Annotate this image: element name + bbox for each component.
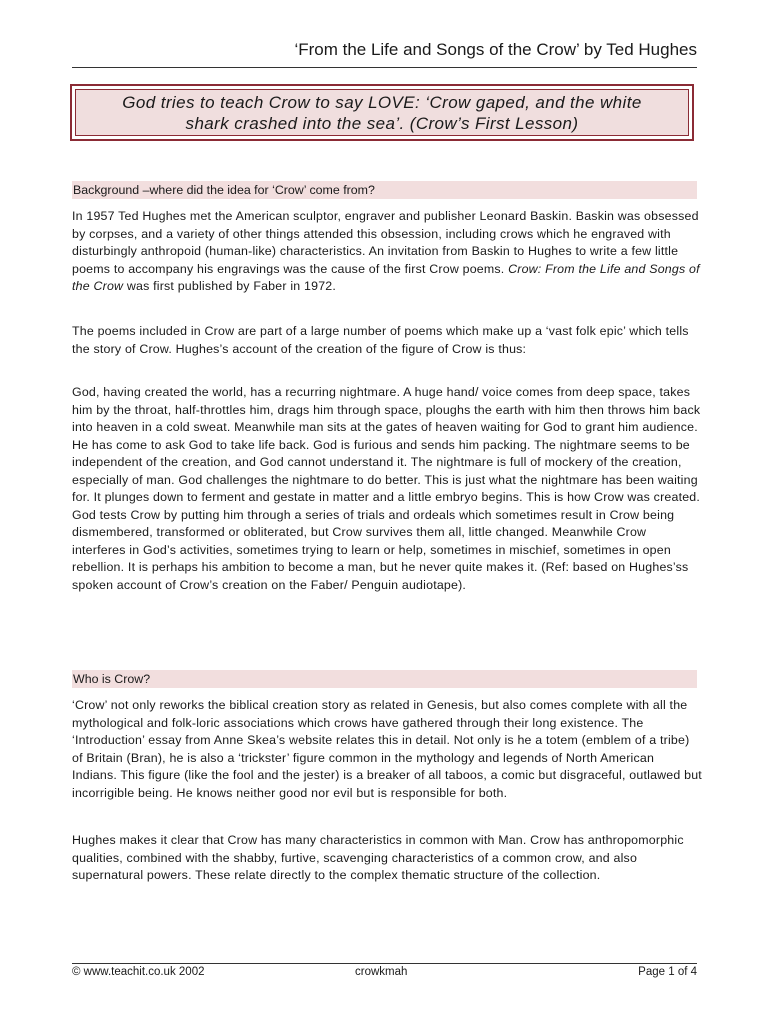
paragraph-background-3: God, having created the world, has a recurring nightmare. A huge hand/ voice comes from deep space, takes him by the throat, half-throttles him, drags him through space, ploughs the earth with him then throws him back into heaven in a cold sweat. Meanwhile man sits at the gates of heaven waiting for God to grant him audience. He has come to ask God to take life back. God is furious and sends him packing. The nightmare seems to be independent of the creation, and God cannot understand it. The nightmare is full of mockery of the creation, especially of man. God challenges the nightmare to do better. This is just what the nightmare has been waiting for. It plunges down to ferment and gestate in matter and a little embryo begins. This is how Crow was created. God tests Crow by putting him through a series of trials and ordeals which sometimes result in Crow being dismembered, transformed or obliterated, but Crow survives them all, little changed. Meanwhile Crow interferes in God’s activities, sometimes trying to learn or help, sometimes in mischief, sometimes in open rebellion. It is perhaps his ambition to become a man, but he never quite makes it. (Ref: based on Hughes’ss spoken account of Crow’s creation on the Faber/ Penguin audiotape).	[72, 385, 701, 592]
footer-document-code: crowkmah	[355, 966, 408, 978]
section-heading-background: Background –where did the idea for ‘Crow’ come from?	[72, 181, 697, 199]
paragraph-background-1	[72, 208, 702, 296]
book-title: Crow: From the Life and Songs of the Crow	[72, 261, 700, 293]
page-header: ‘From the Life and Songs of the Crow’ by Ted Hughes	[294, 40, 697, 59]
title-line-1: God tries to teach Crow to say LOVE: ‘Crow gaped, and the white	[122, 92, 642, 112]
title-line-2: shark crashed into the sea’. (Crow’s First Lesson)	[185, 113, 579, 133]
section-heading-who-is-crow: Who is Crow?	[72, 670, 697, 688]
title-box	[70, 84, 694, 141]
header-divider	[72, 67, 697, 68]
footer-copyright: © www.teachit.co.uk 2002	[72, 966, 205, 978]
paragraph-background-1-end: was first published by Faber in 1972.	[123, 279, 337, 293]
footer-divider	[72, 963, 697, 964]
title-box-inner	[75, 89, 689, 136]
paragraph-who-is-crow-2: Hughes makes it clear that Crow has many characteristics in common with Man. Crow has anthropomorphic qualities, combined with the shabby, furtive, scavenging characteristics of a common crow, and also supernatural powers. These relate directly to the complex thematic structure of the collection.	[72, 833, 684, 882]
paragraph-background-1-text: In 1957 Ted Hughes met the American sculptor, engraver and publisher Leonard Baskin. Baskin was obsessed by corpses, and a variety of other things attended this obsession, including crows which he engraved with disturbingly anthropoid (human-like) characteristics. An invitation from Baskin to Hughes to write a few little poems to accompany his engravings was the cause of the first Crow poems.	[72, 209, 699, 276]
paragraph-who-is-crow-1: ‘Crow’ not only reworks the biblical creation story as related in Genesis, but also comes complete with all the mythological and folk-loric associations which crows have gathered through their long existence. The ‘Introduction’ essay from Anne Skea’s website relates this in detail. Not only is he a totem (emblem of a tribe) of Britain (Bran), he is also a ‘trickster’ figure common in the mythology and legends of North American Indians. This figure (like the fool and the jester) is a breaker of all taboos, a comic but disgraceful, outlawed but incorrigible being. He knows neither good nor evil but is responsible for both.	[72, 698, 702, 800]
paragraph-background-2: The poems included in Crow are part of a large number of poems which make up a ‘vast folk epic’ which tells the story of Crow. Hughes’s account of the creation of the figure of Crow is thus:	[72, 324, 689, 356]
title-quote	[102, 92, 661, 134]
footer-page-number: Page 1 of 4	[638, 966, 697, 978]
